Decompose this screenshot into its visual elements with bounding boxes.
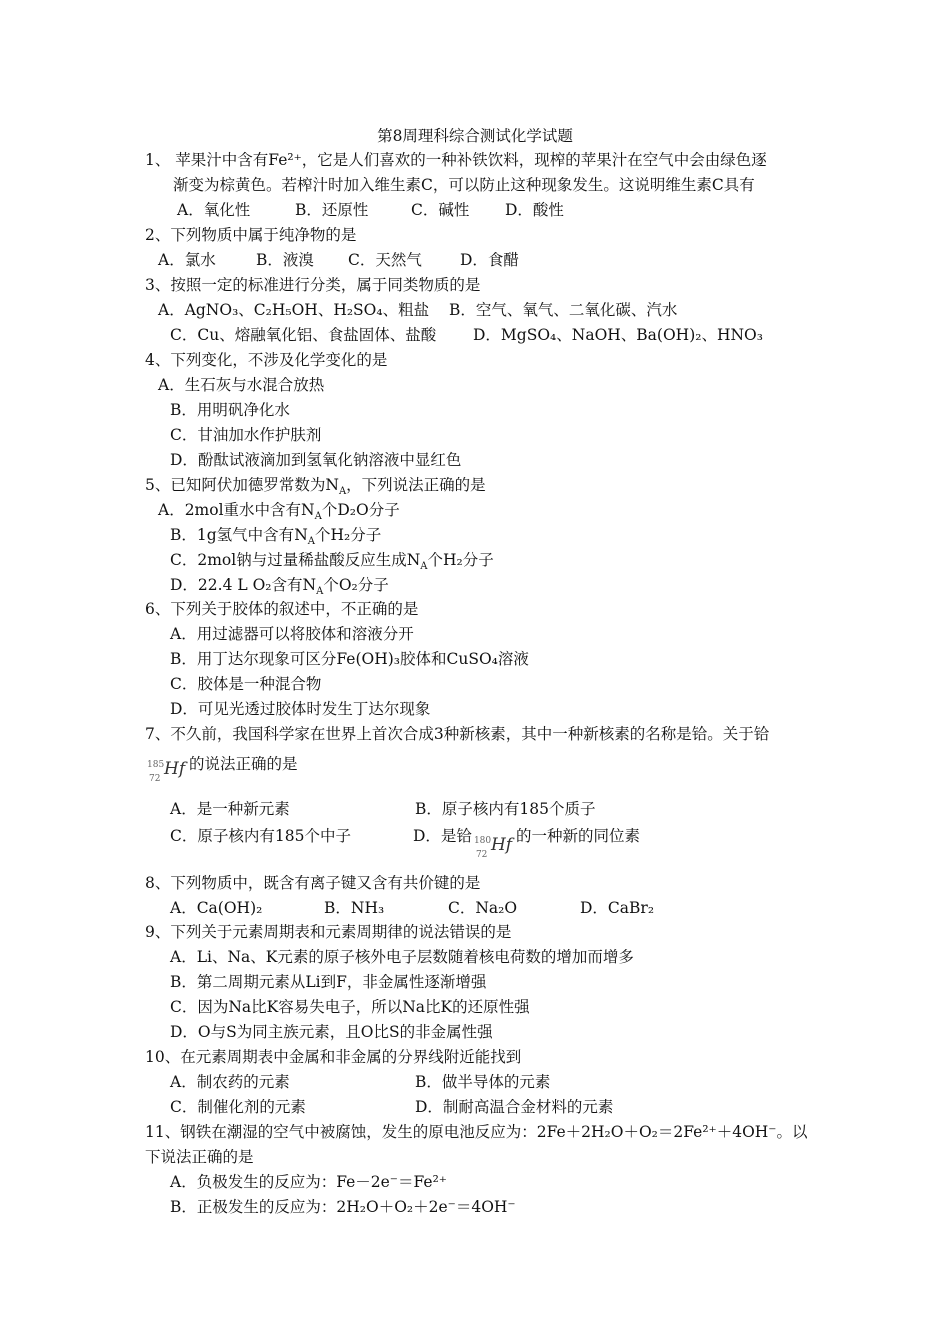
question-10-option-d: D．制耐高温合金材料的元素	[415, 1098, 614, 1116]
question-1-line-1: 1、 苹果汁中含有Fe²⁺，它是人们喜欢的一种补铁饮料，现榨的苹果汁在空气中会由绿色逐	[145, 151, 767, 169]
question-7-option-c: C．原子核内有185个中子	[170, 827, 351, 845]
question-9-option-a: A．Li、Na、K元素的原子核外电子层数随着核电荷数的增加而增多	[170, 948, 634, 966]
question-11-line-1: 11、钢铁在潮湿的空气中被腐蚀，发生的原电池反应为：2Fe＋2H₂O＋O₂＝2Fe²⁺＋4OH⁻。以	[145, 1123, 808, 1141]
question-10-option-c: C．制催化剂的元素	[170, 1098, 306, 1116]
question-8-options	[170, 896, 654, 921]
question-3-option-c: C．Cu、熔融氧化铝、食盐固体、盐酸	[170, 326, 437, 344]
option-c: C．碱性	[411, 201, 470, 219]
question-7-option-a: A．是一种新元素	[170, 800, 290, 818]
question-3-option-d: D．MgSO₄、NaOH、Ba(OH)₂、HNO₃	[473, 326, 763, 344]
question-5-option-d: D．22.4 L O₂含有$N_A$个O₂分子	[170, 576, 389, 598]
question-9-option-b: B．第二周期元素从Li到F，非金属性逐渐增强	[170, 973, 487, 991]
option-d: D．食醋	[460, 251, 519, 269]
option-c: C．Na₂O	[448, 899, 518, 917]
question-10-option-a: A．制农药的元素	[170, 1073, 290, 1091]
question-6-option-a: A．用过滤器可以将胶体和溶液分开	[170, 625, 414, 643]
question-1-options	[177, 198, 564, 223]
question-9-option-c: C．因为Na比K容易失电子，所以Na比K的还原性强	[170, 998, 530, 1016]
option-d: D．酸性	[505, 201, 564, 219]
question-5-option-a: A．2mol重水中含有$N_A$个D₂O分子	[158, 501, 400, 523]
question-4: 4、下列变化，不涉及化学变化的是	[145, 351, 388, 369]
option-b: B．液溴	[256, 251, 314, 269]
hafnium-180-nuclide: 180 72 Hf	[473, 835, 513, 860]
question-2-options	[158, 248, 519, 273]
question-4-option-c: C．甘油加水作护肤剂	[170, 426, 322, 444]
question-9-option-d: D．O与S为同主族元素，且O比S的非金属性强	[170, 1023, 493, 1041]
question-2: 2、下列物质中属于纯净物的是	[145, 226, 357, 244]
question-6-option-d: D．可见光透过胶体时发生丁达尔现象	[170, 700, 431, 718]
question-6-option-b: B．用丁达尔现象可区分Fe(OH)₃胶体和CuSO₄溶液	[170, 650, 529, 668]
question-7-line-1: 7、不久前，我国科学家在世界上首次合成3种新核素，其中一种新核素的名称是铪。关于铪	[145, 725, 770, 743]
option-a: A．氯水	[158, 251, 216, 269]
page-title: 第8周理科综合测试化学试题	[377, 127, 573, 145]
question-11-option-a: A．负极发生的反应为：Fe－2e⁻＝Fe²⁺	[170, 1173, 447, 1191]
option-b: B．NH₃	[324, 899, 385, 917]
question-5-option-c: C．2mol钠与过量稀盐酸反应生成$N_A$个H₂分子	[170, 551, 494, 573]
option-c: C．天然气	[348, 251, 422, 269]
question-8: 8、下列物质中，既含有离子键又含有共价键的是	[145, 874, 481, 892]
option-d: D．CaBr₂	[580, 899, 655, 917]
question-5: 5、已知阿伏加德罗常数为$N_A$，下列说法正确的是	[145, 476, 486, 498]
option-a: A．氧化性	[177, 201, 251, 219]
question-10: 10、在元素周期表中金属和非金属的分界线附近能找到	[145, 1048, 522, 1066]
question-7-line-2: 185 72 Hf 的说法正确的是	[147, 755, 298, 784]
question-6: 6、下列关于胶体的叙述中，不正确的是	[145, 600, 419, 618]
question-6-option-c: C．胶体是一种混合物	[170, 675, 322, 693]
question-4-option-a: A．生石灰与水混合放热	[158, 376, 325, 394]
question-3-option-a: A．AgNO₃、C₂H₅OH、H₂SO₄、粗盐	[158, 301, 430, 319]
hafnium-185-nuclide: 185 72 Hf	[147, 759, 186, 784]
option-a: A．Ca(OH)₂	[170, 899, 263, 917]
question-4-option-d: D．酚酞试液滴加到氢氧化钠溶液中显红色	[170, 451, 462, 469]
question-10-option-b: B．做半导体的元素	[415, 1073, 551, 1091]
question-7-option-d: D．是铪 180 72 Hf 的一种新的同位素	[413, 827, 640, 860]
question-1-line-2: 渐变为棕黄色。若榨汁时加入维生素C，可以防止这种现象发生。这说明维生素C具有	[173, 176, 755, 194]
question-9: 9、下列关于元素周期表和元素周期律的说法错误的是	[145, 923, 512, 941]
question-11-option-b: B．正极发生的反应为：2H₂O＋O₂＋2e⁻＝4OH⁻	[170, 1198, 516, 1216]
question-7-option-b: B．原子核内有185个质子	[415, 800, 596, 818]
question-3-option-b: B．空气、氧气、二氧化碳、汽水	[449, 301, 678, 319]
option-b: B．还原性	[295, 201, 369, 219]
question-3: 3、按照一定的标准进行分类，属于同类物质的是	[145, 276, 481, 294]
question-5-option-b: B．1g氢气中含有$N_A$个H₂分子	[170, 526, 382, 548]
question-11-line-2: 下说法正确的是	[145, 1148, 254, 1166]
question-4-option-b: B．用明矾净化水	[170, 401, 290, 419]
